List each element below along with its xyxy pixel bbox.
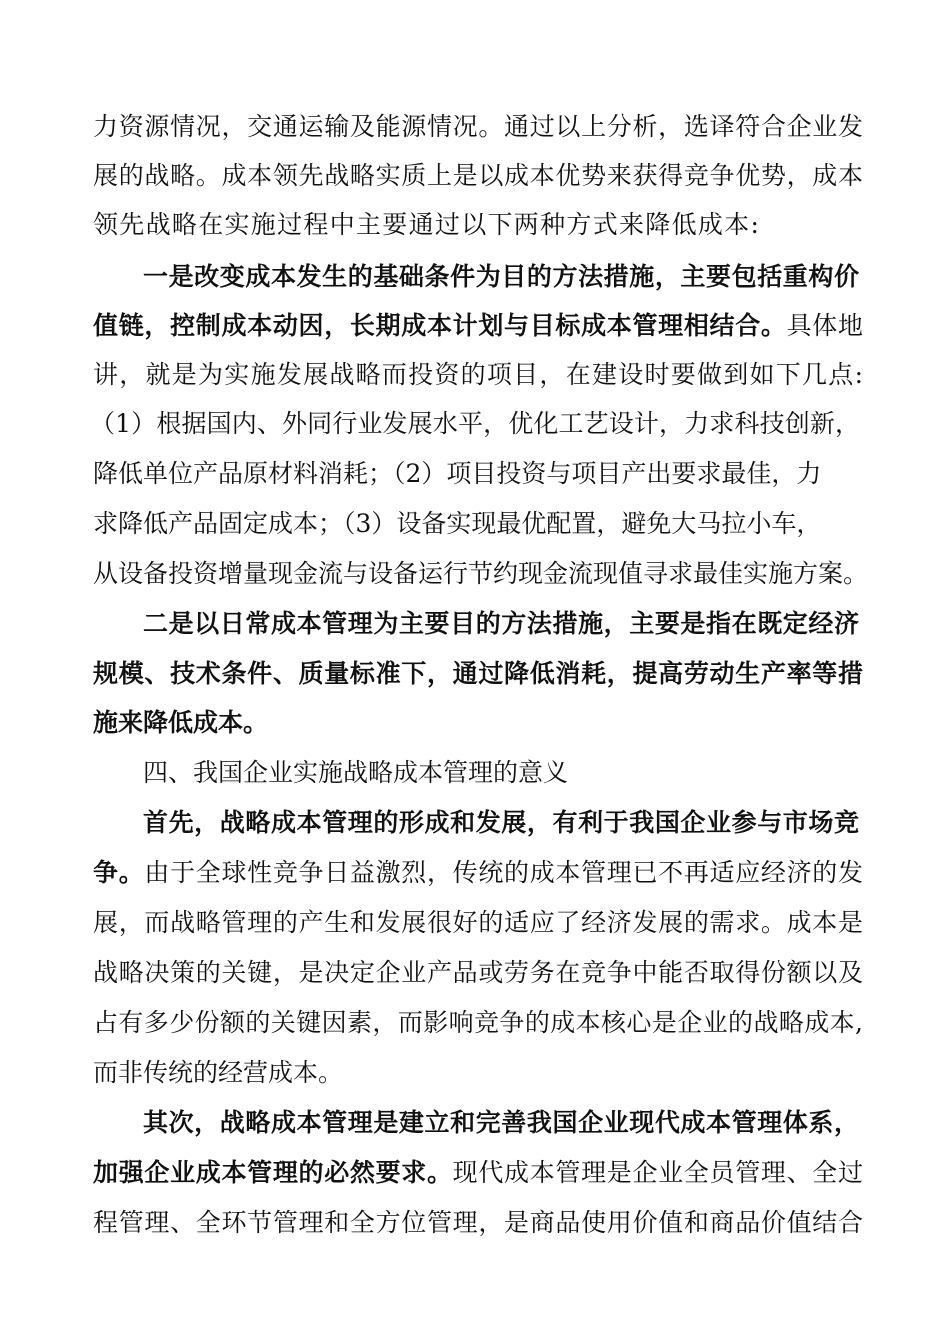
- text-run: （1）根据国内、外同行业发展水平，优化工艺设计，力求科技创新，: [90, 409, 860, 438]
- paragraph-line: [93, 958, 863, 988]
- paragraph-line: [93, 112, 863, 142]
- text-run: 从设备投资增量现金流与设备运行节约现金流现值寻求最佳实施方案。: [93, 559, 869, 588]
- paragraph-line: [93, 1058, 863, 1088]
- bold-text-run: 一是改变成本发生的基础条件为目的方法措施，主要包括重构价: [143, 262, 859, 291]
- text-run: 降低单位产品原材料消耗；（2）项目投资与项目产出要求最佳，力: [93, 459, 822, 488]
- paragraph-line: [93, 360, 863, 390]
- text-run: 展，而战略管理的产生和发展很好的适应了经济发展的需求。成本是: [93, 908, 863, 937]
- text-run: 具体地: [786, 311, 863, 340]
- bold-text-run: 首先，战略成本管理的形成和发展，有利于我国企业参与市场竞: [143, 808, 859, 837]
- text-run: 现代成本管理是企业全员管理、全过: [452, 1158, 863, 1187]
- paragraph-line: [143, 609, 859, 639]
- paragraph-line: [93, 509, 833, 539]
- paragraph-line: [93, 161, 863, 191]
- paragraph-line: [93, 908, 863, 938]
- paragraph-line: [93, 559, 869, 589]
- paragraph-line: [93, 459, 845, 489]
- text-run: 占有多少份额的关键因素，而影响竞争的成本核心是企业的战略成本,: [93, 1008, 863, 1037]
- section-heading: [143, 758, 913, 788]
- paragraph-line: [93, 858, 863, 888]
- text-run: 程管理、全环节管理和全方位管理，是商品使用价值和商品价值结合: [93, 1208, 863, 1237]
- paragraph-line: [93, 1008, 863, 1038]
- text-run: 求降低产品固定成本；（3）设备实现最优配置，避免大马拉小车，: [93, 509, 822, 538]
- paragraph-line: [93, 311, 863, 341]
- text-run: 而非传统的经营成本。: [93, 1058, 344, 1087]
- bold-text-run: 值链，控制成本动因，长期成本计划与目标成本管理相结合。: [93, 311, 787, 340]
- heading-text: 四、我国企业实施战略成本管理的意义: [143, 758, 569, 787]
- paragraph-line: [143, 808, 859, 838]
- bold-text-run: 施来降低成本。: [93, 708, 269, 737]
- bold-text-run: 规模、技术条件、质量标准下，通过降低消耗，提高劳动生产率等措: [93, 659, 863, 688]
- bold-text-run: 加强企业成本管理的必然要求。: [93, 1158, 453, 1187]
- text-run: 领先战略在实施过程中主要通过以下两种方式来降低成本:: [93, 210, 761, 239]
- text-run: 力资源情况，交通运输及能源情况。通过以上分析，选译符合企业发: [93, 112, 863, 141]
- paragraph-line: [93, 708, 863, 738]
- bold-text-run: 二是以日常成本管理为主要目的方法措施，主要是指在既定经济: [143, 609, 859, 638]
- text-run: 战略决策的关键，是决定企业产品或劳务在竞争中能否取得份额以及: [93, 958, 863, 987]
- text-run: 展的战略。成本领先战略实质上是以成本优势来获得竞争优势，成本: [93, 161, 863, 190]
- paragraph-line: [93, 1158, 863, 1188]
- paragraph-line: [90, 409, 860, 439]
- bold-text-run: 其次，战略成本管理是建立和完善我国企业现代成本管理体系，: [143, 1108, 859, 1137]
- paragraph-line: [143, 262, 859, 292]
- paragraph-line: [93, 210, 863, 240]
- paragraph-line: [93, 659, 863, 689]
- text-run: 讲，就是为实施发展战略而投资的项目，在建设时要做到如下几点:: [93, 360, 863, 389]
- paragraph-line: [143, 1108, 859, 1138]
- bold-text-run: 争。: [93, 858, 145, 887]
- paragraph-line: [93, 1208, 863, 1238]
- text-run: 由于全球性竞争日益激烈，传统的成本管理已不再适应经济的发: [144, 858, 863, 887]
